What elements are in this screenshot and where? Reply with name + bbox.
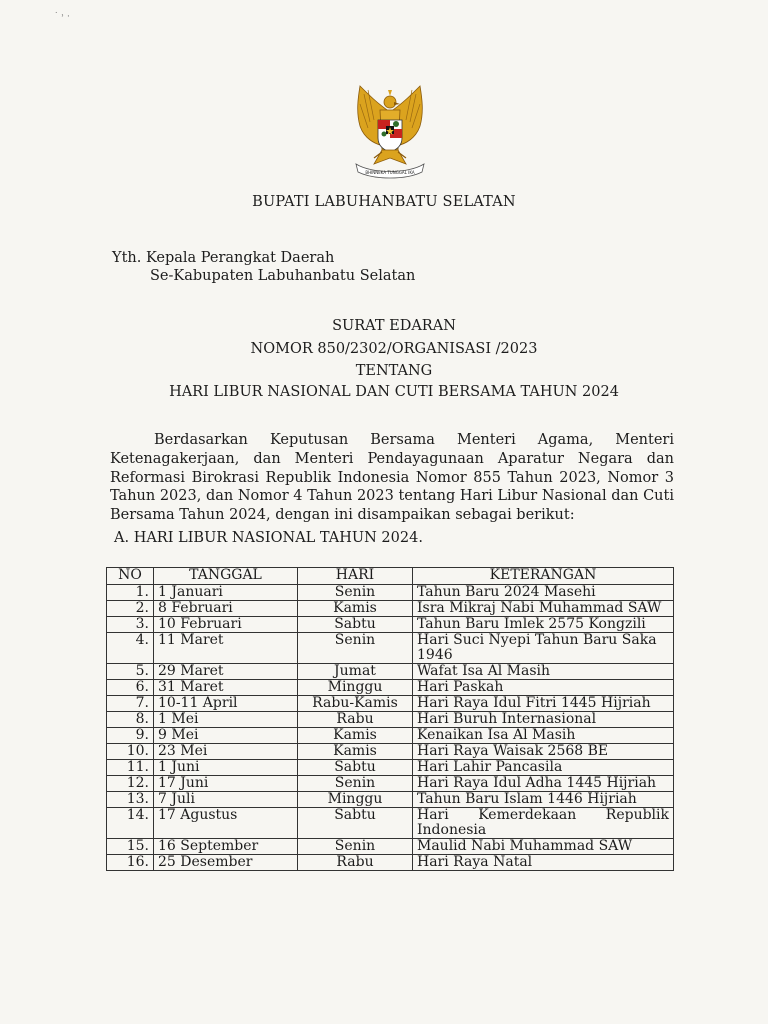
cell-keterangan: Hari Buruh Internasional xyxy=(413,712,674,728)
cell-hari: Senin xyxy=(298,839,413,855)
cell-hari: Sabtu xyxy=(298,617,413,633)
cell-hari: Kamis xyxy=(298,601,413,617)
garuda-emblem-icon xyxy=(338,82,442,182)
cell-hari: Minggu xyxy=(298,792,413,808)
cell-hari: Minggu xyxy=(298,680,413,696)
cell-hari: Senin xyxy=(298,585,413,601)
recipient-line-1: Yth. Kepala Perangkat Daerah xyxy=(112,250,335,266)
cell-no: 1. xyxy=(107,585,154,601)
cell-tanggal: 9 Mei xyxy=(154,728,298,744)
svg-text:BHINNEKA TUNGGAL IKA: BHINNEKA TUNGGAL IKA xyxy=(365,170,415,175)
cell-hari: Senin xyxy=(298,633,413,664)
cell-tanggal: 10 Februari xyxy=(154,617,298,633)
document-about-label: TENTANG xyxy=(355,363,433,379)
table-row xyxy=(107,760,674,776)
table-row xyxy=(107,712,674,728)
cell-tanggal: 17 Agustus xyxy=(154,808,298,839)
cell-keterangan: Hari Paskah xyxy=(413,680,674,696)
cell-keterangan: Hari Kemerdekaan Republik Indonesia xyxy=(413,808,674,839)
cell-no: 15. xyxy=(107,839,154,855)
cell-tanggal: 1 Juni xyxy=(154,760,298,776)
cell-tanggal: 1 Januari xyxy=(154,585,298,601)
table-row xyxy=(107,776,674,792)
recipient-line-2: Se-Kabupaten Labuhanbatu Selatan xyxy=(150,268,416,284)
cell-tanggal: 7 Juli xyxy=(154,792,298,808)
document-type: SURAT EDARAN xyxy=(332,318,456,334)
cell-no: 6. xyxy=(107,680,154,696)
cell-keterangan: Hari Raya Idul Adha 1445 Hijriah xyxy=(413,776,674,792)
body-paragraph: Berdasarkan Keputusan Bersama Menteri Agama, Menteri Ketenagakerjaan, dan Menteri Pendayagunaan Aparatur Negara dan Reformasi Birokrasi Republik Indonesia Nomor 855 Tahun 2023, Nomor 3 Tahun 2023, dan Nomor 4 Tahun 2023 tentang Hari Libur Nasional dan Cuti Bersama Tahun 2024, dengan ini disampaikan sebagai berikut: xyxy=(110,432,674,524)
table-row xyxy=(107,744,674,760)
cell-hari: Rabu xyxy=(298,855,413,871)
cell-tanggal: 8 Februari xyxy=(154,601,298,617)
table-row xyxy=(107,728,674,744)
cell-keterangan: Isra Mikraj Nabi Muhammad SAW xyxy=(413,601,674,617)
table-row xyxy=(107,855,674,871)
cell-tanggal: 16 September xyxy=(154,839,298,855)
column-header-no: NO xyxy=(107,568,154,585)
holiday-table-body xyxy=(107,585,674,871)
cell-no: 14. xyxy=(107,808,154,839)
cell-no: 10. xyxy=(107,744,154,760)
cell-no: 9. xyxy=(107,728,154,744)
table-row xyxy=(107,633,674,664)
cell-hari: Sabtu xyxy=(298,808,413,839)
cell-keterangan: Maulid Nabi Muhammad SAW xyxy=(413,839,674,855)
scan-artifact: ˙ ˒ · xyxy=(54,12,70,22)
cell-tanggal: 11 Maret xyxy=(154,633,298,664)
cell-tanggal: 10-11 April xyxy=(154,696,298,712)
cell-no: 2. xyxy=(107,601,154,617)
cell-hari: Senin xyxy=(298,776,413,792)
column-header-hari: HARI xyxy=(298,568,413,585)
cell-tanggal: 23 Mei xyxy=(154,744,298,760)
section-a-heading: A. HARI LIBUR NASIONAL TAHUN 2024. xyxy=(114,530,423,546)
cell-no: 3. xyxy=(107,617,154,633)
table-row xyxy=(107,839,674,855)
cell-keterangan: Hari Lahir Pancasila xyxy=(413,760,674,776)
cell-keterangan: Hari Raya Waisak 2568 BE xyxy=(413,744,674,760)
cell-tanggal: 17 Juni xyxy=(154,776,298,792)
cell-keterangan: Tahun Baru Islam 1446 Hijriah xyxy=(413,792,674,808)
cell-hari: Kamis xyxy=(298,744,413,760)
cell-no: 16. xyxy=(107,855,154,871)
table-row xyxy=(107,585,674,601)
cell-tanggal: 25 Desember xyxy=(154,855,298,871)
cell-keterangan: Hari Suci Nyepi Tahun Baru Saka 1946 xyxy=(413,633,674,664)
cell-keterangan: Wafat Isa Al Masih xyxy=(413,664,674,680)
cell-keterangan: Hari Raya Natal xyxy=(413,855,674,871)
document-number: NOMOR 850/2302/ORGANISASI /2023 xyxy=(250,341,538,357)
cell-no: 4. xyxy=(107,633,154,664)
cell-no: 12. xyxy=(107,776,154,792)
table-row xyxy=(107,696,674,712)
cell-no: 8. xyxy=(107,712,154,728)
table-row xyxy=(107,617,674,633)
cell-no: 11. xyxy=(107,760,154,776)
cell-hari: Sabtu xyxy=(298,760,413,776)
cell-hari: Rabu xyxy=(298,712,413,728)
cell-no: 5. xyxy=(107,664,154,680)
cell-keterangan: Kenaikan Isa Al Masih xyxy=(413,728,674,744)
cell-keterangan: Tahun Baru Imlek 2575 Kongzili xyxy=(413,617,674,633)
cell-keterangan: Hari Raya Idul Fitri 1445 Hijriah xyxy=(413,696,674,712)
document-subject: HARI LIBUR NASIONAL DAN CUTI BERSAMA TAHUN 2024 xyxy=(169,384,619,400)
cell-keterangan: Tahun Baru 2024 Masehi xyxy=(413,585,674,601)
table-row xyxy=(107,680,674,696)
holiday-table xyxy=(106,567,674,871)
table-row xyxy=(107,792,674,808)
column-header-keterangan: KETERANGAN xyxy=(413,568,674,585)
table-row xyxy=(107,664,674,680)
cell-tanggal: 1 Mei xyxy=(154,712,298,728)
table-row xyxy=(107,601,674,617)
table-row xyxy=(107,808,674,839)
issuer-title: BUPATI LABUHANBATU SELATAN xyxy=(252,194,516,210)
cell-hari: Jumat xyxy=(298,664,413,680)
column-header-tanggal: TANGGAL xyxy=(154,568,298,585)
cell-hari: Rabu-Kamis xyxy=(298,696,413,712)
cell-tanggal: 29 Maret xyxy=(154,664,298,680)
table-header-row xyxy=(107,568,674,585)
cell-no: 13. xyxy=(107,792,154,808)
cell-tanggal: 31 Maret xyxy=(154,680,298,696)
cell-hari: Kamis xyxy=(298,728,413,744)
cell-no: 7. xyxy=(107,696,154,712)
